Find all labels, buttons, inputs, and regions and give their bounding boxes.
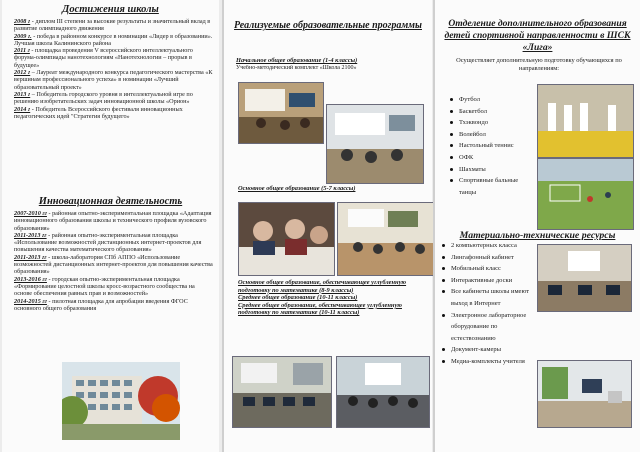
lab-equipment-photo: [537, 360, 632, 428]
sport-item: [447, 164, 535, 176]
achievement-item-text: - победа в районном конкурсе в номинации «Лидер в образовании». Лучшая школа Калининского района: [14, 32, 213, 47]
bullet-icon: [450, 110, 453, 113]
innovation-item-text: - районная опытно-экспериментальная площадка «Использование возможностей дистанционных интернет-проектов для повышения качества математического образования»: [14, 231, 202, 254]
achievement-item-text: - диплом III степени за высокие результаты и значительный вклад в развитие олимпиадного движения: [14, 18, 211, 33]
achievement-item: [14, 18, 214, 33]
sport-item: [447, 140, 535, 152]
resource-item: [439, 344, 639, 356]
achievement-item-text: - Победитель Всероссийского фестиваля инновационных педагогических идей "Стратегия будущего»: [14, 105, 183, 120]
resource-item-label: Мобильный класс: [451, 265, 501, 273]
achievement-item-text: – Победитель городского уровня в интеллектуальной игре по решению изобретательских задач инновационной школы «Орион»: [14, 90, 193, 106]
students-photo-2: [337, 202, 434, 276]
sport-item-label: Тхэквондо: [459, 119, 489, 127]
program-item: Основное общее образование, обеспечивающее углубленную подготовку по математике (8-9 классы): [238, 279, 407, 294]
achievement-item: [14, 69, 214, 91]
classroom-photo-1: [238, 82, 324, 144]
bullet-icon: [450, 156, 453, 159]
resource-item: [439, 310, 639, 345]
achievement-item: [14, 47, 214, 69]
innovation-list: [14, 210, 214, 360]
innovation-item-year: 2013-2016 гг: [14, 275, 47, 283]
innovation-heading: Инновационная деятельность: [38, 196, 183, 207]
primary-education-label: Начальное общее образование (1-4 классы): [236, 57, 358, 64]
innovation-item: [14, 232, 214, 254]
innovation-item-text: - городская опытно-экспериментальная площадка «Формирование целостной школы кросс-возрастного сообщества на основе обеспечения равных прав и возможностей»: [14, 275, 195, 298]
resources-heading: Материально-технические ресурсы: [459, 230, 616, 241]
bullet-icon: [442, 314, 445, 317]
bullet-icon: [442, 279, 445, 282]
achievement-item-year: 2009 г.: [14, 32, 32, 40]
innovation-item-text: - школа-лаборатория СПб АППО «Использование возможностей дистанционных интернет-проектов для повышения качества образования»: [14, 253, 213, 276]
resource-item-label: Электронное лабораторное оборудование по естествознанию: [451, 311, 527, 342]
innovation-item-year: 2011-2013 гг: [14, 253, 47, 261]
innovation-item-year: 2011-2013 гг: [14, 231, 47, 239]
football-photo: [537, 158, 634, 230]
achievements-list: [14, 18, 214, 201]
achievements-heading: Достижения школы: [62, 4, 159, 15]
sport-list: [447, 94, 535, 198]
program-item: Среднее общее образование (10-11 классы): [238, 294, 358, 302]
sport-item: [447, 129, 535, 141]
program-item: Среднее общее образование, обеспечивающее углубленную подготовку по математике (10-11 классы): [238, 301, 402, 317]
bullet-icon: [450, 133, 453, 136]
bullet-icon: [442, 267, 445, 270]
students-photo-1: [238, 202, 335, 276]
achievement-item-text: – Лауреат международного конкурса педагогического мастерства «К вершинам профессионального успеха» в номинации «Лучший образовательный проект»: [14, 69, 213, 91]
achievement-item: [14, 106, 214, 121]
resource-item-label: Все кабинеты школы имеют выход в Интернет: [451, 288, 530, 307]
achievement-item: [14, 91, 214, 106]
achievement-item-year: 2013 г: [14, 90, 31, 98]
bullet-icon: [442, 360, 445, 363]
resource-item-label: 2 компьютерных класса: [451, 242, 517, 249]
school-building-photo: [62, 362, 180, 440]
innovation-item-year: 2014-2015 гг: [14, 297, 47, 305]
bullet-icon: [442, 256, 445, 259]
taekwondo-photo: [537, 84, 634, 158]
bullet-icon: [450, 168, 453, 171]
computer-lab-photo: [537, 244, 632, 312]
basic-education-label: Основное общее образование (5-7 классы): [238, 185, 356, 192]
sport-item-label: ОФК: [459, 153, 474, 161]
innovation-item-text: - районная опытно-экспериментальная площадка «Адаптация инновационного образования школы и технического профиля вузовского образования»: [14, 210, 212, 232]
sport-intro: Осуществляет дополнительную подготовку обучающихся по направлениям:: [456, 57, 622, 72]
column-achievements: [2, 0, 219, 452]
achievement-item-year: 2014 г: [14, 105, 31, 113]
bullet-icon: [450, 144, 453, 147]
column-programs: [222, 0, 432, 452]
sport-heading: Отделение дополнительного образования детей спортивной направленности в ШСК «Лига»: [444, 18, 631, 53]
bullet-icon: [450, 121, 453, 124]
achievement-item-text: - площадка проведения V всероссийского интеллектуального форума-олимпиады нанотехнологиям «Нанотехнологии – прорыв в будущее»: [14, 47, 193, 69]
programs-heading: Реализуемые образовательные программы: [234, 20, 422, 31]
innovation-item: [14, 276, 214, 298]
sport-item-label: Баскетбол: [459, 107, 487, 115]
classroom-photo-2: [326, 104, 424, 184]
resource-item-label: Документ-камеры: [451, 346, 501, 354]
sport-item-label: Волейбол: [459, 130, 486, 138]
sport-item-label: Настольный теннис: [459, 142, 514, 150]
sport-item-label: Спортивные бальные танцы: [459, 177, 519, 196]
computer-class-photo: [232, 356, 332, 428]
primary-education-sub: Учебно-методический комплект «Школа 2100»: [236, 65, 357, 71]
achievement-item-year: 2008 г: [14, 18, 31, 25]
innovation-item-year: 2007-2010 гг: [14, 210, 47, 217]
lecture-hall-photo: [336, 356, 430, 428]
column-sport-resources: [433, 0, 640, 452]
innovation-item: [14, 210, 214, 232]
innovation-item-text: - пилотная площадка для апробации введения ФГОС основного общего образования: [14, 297, 188, 312]
bullet-icon: [442, 244, 445, 247]
sport-item-label: Футбол: [459, 96, 480, 103]
bullet-icon: [442, 348, 445, 351]
resource-item-label: Медиа-комплекты учителя: [451, 357, 525, 365]
innovation-item: [14, 298, 214, 313]
achievement-item: [14, 33, 214, 48]
bullet-icon: [450, 179, 453, 182]
achievement-item-year: 2012 г: [14, 69, 31, 77]
sport-item: [447, 152, 535, 164]
programs-list: [238, 279, 428, 317]
sport-item: [447, 106, 535, 118]
bullet-icon: [450, 98, 453, 101]
achievement-item-year: 2011 г: [14, 47, 30, 55]
innovation-item: [14, 254, 214, 276]
resource-item-label: Интерактивные доски: [451, 276, 513, 284]
sport-item-label: Шахматы: [459, 165, 486, 173]
sport-item: [447, 175, 535, 198]
resource-item-label: Лингафонный кабинет: [451, 253, 514, 261]
sport-item: [447, 117, 535, 129]
sport-item: [447, 94, 535, 106]
bullet-icon: [442, 290, 445, 293]
